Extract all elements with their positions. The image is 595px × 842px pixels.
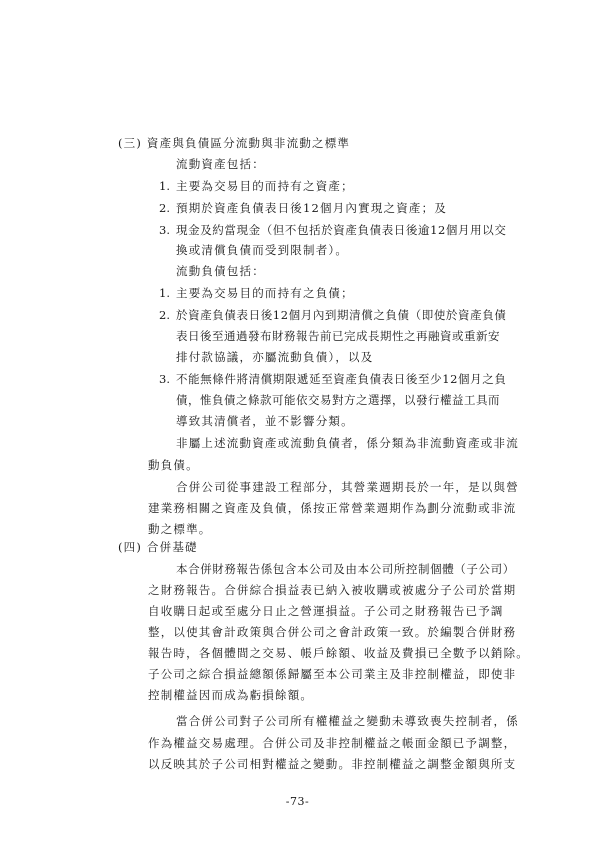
list-item-text: 主要為交易目的而持有之負債； [176,286,354,300]
list-item-text: 於資產負債表日後12個月內到期清償之負債（即使於資產負債 [176,308,507,322]
list-item-text: 債，惟負債之條款可能依交易對方之選擇，以發行權益工具而 [176,393,500,407]
paragraph-line: 自收購日起或至處分日止之營運損益。子公司之財務報告已予調 [148,604,504,618]
list-item-number: 2. [159,201,170,215]
list-item-text: 現金及約當現金（但不包括於資產負債表日後逾12個月用以交 [176,223,507,237]
list-item-number: 2. [159,308,170,322]
paragraph-line: 之財務報告。合併綜合損益表已納入被收購或被處分子公司於當期 [148,583,517,597]
list-item-text: 主要為交易目的而持有之資產； [176,179,354,193]
paragraph-line: 動負債。 [148,458,199,472]
list-item-number: 1. [159,286,170,300]
list-item-text: 不能無條件將清償期限遞延至資產負債表日後至少12個月之負 [176,372,507,386]
current-assets-intro: 流動資產包括： [176,157,265,171]
section-heading-4: (四) 合併基礎 [118,540,198,554]
paragraph-line: 動之標準。 [148,522,212,536]
paragraph-line: 報告時，各個體間之交易、帳戶餘額、收益及費損已全數予以銷除。 [148,646,529,660]
paragraph-line: 合併公司從事建設工程部分，其營業週期長於一年，是以與營 [176,480,519,494]
list-item-text: 預期於資產負債表日後12個月內實現之資產；及 [176,201,448,215]
list-item-number: 1. [159,179,170,193]
current-liabilities-intro: 流動負債包括： [176,264,265,278]
paragraph-line: 整，以使其會計政策與合併公司之會計政策一致。於編製合併財務 [148,625,517,639]
list-item-text: 導致其清償者，並不影響分類。 [176,414,354,428]
paragraph-line: 當合併公司對子公司所有權權益之變動未導致喪失控制者，係 [176,714,519,728]
paragraph-line: 以反映其於子公司相對權益之變動。非控制權益之調整金額與所支 [148,757,517,771]
paragraph-line: 本合併財務報告係包含本公司及由本公司所控制個體（子公司） [176,562,515,576]
section-heading-3: (三) 資產與負債區分流動與非流動之標準 [118,136,351,150]
list-item-text: 換或清償負債而受到限制者）。 [176,243,349,257]
paragraph-line: 建業務相關之資產及負債，係按正常營業週期作為劃分流動或非流 [148,501,517,515]
list-item-number: 3. [159,223,170,237]
list-item-text: 排付款協議，亦屬流動負債），以及 [176,350,374,364]
paragraph-line: 控制權益因而成為虧損餘額。 [148,688,314,702]
page-number: -73- [285,795,310,808]
paragraph-line: 非屬上述流動資產或流動負債者，係分類為非流動資產或非流 [176,436,519,450]
list-item-text: 表日後至通過發布財務報告前已完成長期性之再融資或重新安 [176,329,500,343]
list-item-number: 3. [159,372,170,386]
paragraph-line: 作為權益交易處理。合併公司及非控制權益之帳面金額已予調整， [148,736,517,750]
paragraph-line: 子公司之綜合損益總額係歸屬至本公司業主及非控制權益，即使非 [148,667,517,681]
